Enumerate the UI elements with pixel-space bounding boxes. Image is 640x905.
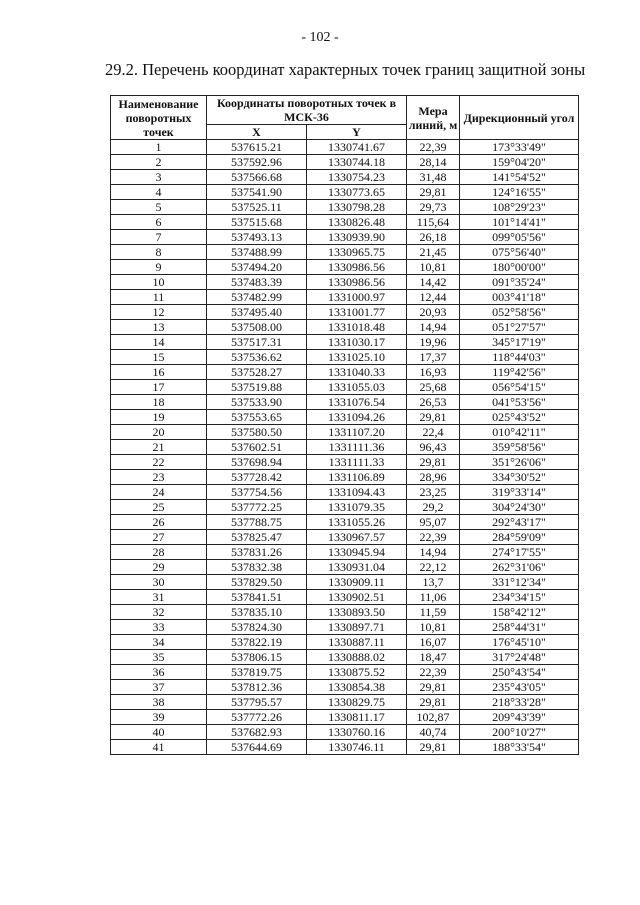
table-row <box>111 575 579 590</box>
cell-x: 537519.88 <box>207 380 307 395</box>
cell-point-number: 19 <box>111 410 207 425</box>
cell-y: 1330829.75 <box>307 695 407 710</box>
cell-point-number: 32 <box>111 605 207 620</box>
cell-direction-angle: 234°34'15" <box>460 590 579 605</box>
cell-line-measure: 22,4 <box>407 425 460 440</box>
cell-y: 1330744.18 <box>307 155 407 170</box>
cell-point-number: 10 <box>111 275 207 290</box>
cell-x: 537795.57 <box>207 695 307 710</box>
cell-direction-angle: 319°33'14" <box>460 485 579 500</box>
cell-x: 537592.96 <box>207 155 307 170</box>
cell-y: 1331055.03 <box>307 380 407 395</box>
cell-x: 537615.21 <box>207 140 307 155</box>
cell-direction-angle: 345°17'19" <box>460 335 579 350</box>
table-row <box>111 515 579 530</box>
table-row <box>111 440 579 455</box>
cell-direction-angle: 091°35'24" <box>460 275 579 290</box>
cell-y: 1331076.54 <box>307 395 407 410</box>
cell-direction-angle: 331°12'34" <box>460 575 579 590</box>
cell-y: 1330826.48 <box>307 215 407 230</box>
cell-line-measure: 11,59 <box>407 605 460 620</box>
cell-x: 537682.93 <box>207 725 307 740</box>
cell-line-measure: 29,2 <box>407 500 460 515</box>
cell-x: 537528.27 <box>207 365 307 380</box>
table-row <box>111 305 579 320</box>
cell-direction-angle: 359°58'56" <box>460 440 579 455</box>
cell-x: 537515.68 <box>207 215 307 230</box>
table-row <box>111 710 579 725</box>
cell-point-number: 30 <box>111 575 207 590</box>
cell-y: 1330773.65 <box>307 185 407 200</box>
table-row <box>111 635 579 650</box>
cell-point-number: 23 <box>111 470 207 485</box>
cell-line-measure: 16,07 <box>407 635 460 650</box>
cell-line-measure: 26,18 <box>407 230 460 245</box>
cell-point-number: 31 <box>111 590 207 605</box>
cell-line-measure: 21,45 <box>407 245 460 260</box>
cell-line-measure: 29,81 <box>407 740 460 755</box>
header-line-measure: Мера линий, м <box>407 96 460 140</box>
cell-y: 1331025.10 <box>307 350 407 365</box>
cell-y: 1330854.38 <box>307 680 407 695</box>
cell-direction-angle: 052°58'56" <box>460 305 579 320</box>
cell-direction-angle: 262°31'06" <box>460 560 579 575</box>
cell-y: 1331001.77 <box>307 305 407 320</box>
cell-point-number: 25 <box>111 500 207 515</box>
cell-point-number: 38 <box>111 695 207 710</box>
cell-point-number: 40 <box>111 725 207 740</box>
cell-line-measure: 29,81 <box>407 695 460 710</box>
cell-direction-angle: 010°42'11" <box>460 425 579 440</box>
cell-point-number: 13 <box>111 320 207 335</box>
cell-y: 1331094.43 <box>307 485 407 500</box>
table-row <box>111 590 579 605</box>
cell-point-number: 4 <box>111 185 207 200</box>
cell-y: 1330931.04 <box>307 560 407 575</box>
cell-point-number: 5 <box>111 200 207 215</box>
cell-y: 1330811.17 <box>307 710 407 725</box>
cell-direction-angle: 101°14'41" <box>460 215 579 230</box>
cell-direction-angle: 188°33'54" <box>460 740 579 755</box>
cell-line-measure: 29,81 <box>407 455 460 470</box>
cell-x: 537824.30 <box>207 620 307 635</box>
cell-point-number: 9 <box>111 260 207 275</box>
cell-line-measure: 11,06 <box>407 590 460 605</box>
cell-point-number: 34 <box>111 635 207 650</box>
cell-x: 537841.51 <box>207 590 307 605</box>
header-x: X <box>207 125 307 140</box>
cell-y: 1330965.75 <box>307 245 407 260</box>
table-row <box>111 155 579 170</box>
cell-y: 1330945.94 <box>307 545 407 560</box>
cell-x: 537508.00 <box>207 320 307 335</box>
cell-point-number: 33 <box>111 620 207 635</box>
cell-direction-angle: 334°30'52" <box>460 470 579 485</box>
table-row <box>111 560 579 575</box>
cell-x: 537553.65 <box>207 410 307 425</box>
cell-y: 1331040.33 <box>307 365 407 380</box>
cell-line-measure: 95,07 <box>407 515 460 530</box>
cell-line-measure: 14,94 <box>407 545 460 560</box>
cell-y: 1330902.51 <box>307 590 407 605</box>
cell-line-measure: 12,44 <box>407 290 460 305</box>
cell-y: 1331094.26 <box>307 410 407 425</box>
cell-x: 537533.90 <box>207 395 307 410</box>
cell-x: 537698.94 <box>207 455 307 470</box>
cell-y: 1331055.26 <box>307 515 407 530</box>
cell-x: 537832.38 <box>207 560 307 575</box>
cell-x: 537602.51 <box>207 440 307 455</box>
table-row <box>111 320 579 335</box>
table-row <box>111 500 579 515</box>
cell-x: 537488.99 <box>207 245 307 260</box>
table-row <box>111 665 579 680</box>
table-row <box>111 620 579 635</box>
cell-x: 537822.19 <box>207 635 307 650</box>
cell-direction-angle: 108°29'23" <box>460 200 579 215</box>
cell-line-measure: 96,43 <box>407 440 460 455</box>
table-row <box>111 185 579 200</box>
cell-point-number: 6 <box>111 215 207 230</box>
cell-line-measure: 22,39 <box>407 530 460 545</box>
cell-line-measure: 102,87 <box>407 710 460 725</box>
cell-y: 1330897.71 <box>307 620 407 635</box>
cell-x: 537483.39 <box>207 275 307 290</box>
cell-point-number: 41 <box>111 740 207 755</box>
cell-direction-angle: 317°24'48" <box>460 650 579 665</box>
cell-x: 537829.50 <box>207 575 307 590</box>
cell-line-measure: 18,47 <box>407 650 460 665</box>
cell-x: 537819.75 <box>207 665 307 680</box>
cell-line-measure: 22,12 <box>407 560 460 575</box>
cell-point-number: 37 <box>111 680 207 695</box>
cell-y: 1331030.17 <box>307 335 407 350</box>
cell-x: 537772.26 <box>207 710 307 725</box>
cell-y: 1330754.23 <box>307 170 407 185</box>
cell-line-measure: 29,81 <box>407 185 460 200</box>
cell-line-measure: 29,73 <box>407 200 460 215</box>
cell-y: 1331000.97 <box>307 290 407 305</box>
table-row <box>111 335 579 350</box>
cell-line-measure: 23,25 <box>407 485 460 500</box>
table-row <box>111 290 579 305</box>
cell-point-number: 29 <box>111 560 207 575</box>
cell-direction-angle: 118°44'03" <box>460 350 579 365</box>
table-row <box>111 485 579 500</box>
cell-point-number: 35 <box>111 650 207 665</box>
cell-direction-angle: 200°10'27" <box>460 725 579 740</box>
header-coordinates: Координаты поворотных точек в МСК-36 <box>207 96 407 125</box>
cell-y: 1330875.52 <box>307 665 407 680</box>
cell-direction-angle: 075°56'40" <box>460 245 579 260</box>
cell-x: 537772.25 <box>207 500 307 515</box>
cell-point-number: 39 <box>111 710 207 725</box>
document-title: 29.2. Перечень координат характерных точек границ защитной зоны <box>105 60 586 79</box>
cell-direction-angle: 351°26'06" <box>460 455 579 470</box>
table-row <box>111 350 579 365</box>
cell-line-measure: 17,37 <box>407 350 460 365</box>
cell-line-measure: 14,94 <box>407 320 460 335</box>
cell-y: 1330909.11 <box>307 575 407 590</box>
cell-x: 537728.42 <box>207 470 307 485</box>
cell-x: 537525.11 <box>207 200 307 215</box>
cell-line-measure: 16,93 <box>407 365 460 380</box>
cell-x: 537825.47 <box>207 530 307 545</box>
cell-point-number: 18 <box>111 395 207 410</box>
cell-y: 1331106.89 <box>307 470 407 485</box>
cell-x: 537495.40 <box>207 305 307 320</box>
cell-x: 537517.31 <box>207 335 307 350</box>
cell-direction-angle: 292°43'17" <box>460 515 579 530</box>
table-row <box>111 695 579 710</box>
cell-y: 1331107.20 <box>307 425 407 440</box>
table-row <box>111 470 579 485</box>
cell-direction-angle: 304°24'30" <box>460 500 579 515</box>
cell-x: 537494.20 <box>207 260 307 275</box>
cell-x: 537493.13 <box>207 230 307 245</box>
cell-direction-angle: 056°54'15" <box>460 380 579 395</box>
cell-y: 1330893.50 <box>307 605 407 620</box>
table-row <box>111 365 579 380</box>
cell-line-measure: 26,53 <box>407 395 460 410</box>
cell-point-number: 7 <box>111 230 207 245</box>
table-row <box>111 410 579 425</box>
cell-x: 537644.69 <box>207 740 307 755</box>
table-row <box>111 545 579 560</box>
table-row <box>111 725 579 740</box>
cell-line-measure: 115,64 <box>407 215 460 230</box>
cell-line-measure: 28,96 <box>407 470 460 485</box>
cell-line-measure: 25,68 <box>407 380 460 395</box>
cell-direction-angle: 141°54'52" <box>460 170 579 185</box>
table-body <box>111 140 579 755</box>
cell-point-number: 28 <box>111 545 207 560</box>
table-row <box>111 380 579 395</box>
table-row <box>111 245 579 260</box>
cell-direction-angle: 180°00'00" <box>460 260 579 275</box>
cell-y: 1331079.35 <box>307 500 407 515</box>
cell-direction-angle: 176°45'10" <box>460 635 579 650</box>
cell-point-number: 3 <box>111 170 207 185</box>
cell-y: 1330939.90 <box>307 230 407 245</box>
cell-x: 537788.75 <box>207 515 307 530</box>
table-row <box>111 200 579 215</box>
cell-direction-angle: 159°04'20" <box>460 155 579 170</box>
cell-direction-angle: 284°59'09" <box>460 530 579 545</box>
cell-y: 1331111.33 <box>307 455 407 470</box>
cell-point-number: 15 <box>111 350 207 365</box>
cell-y: 1331111.36 <box>307 440 407 455</box>
page-number: - 102 - <box>301 30 339 45</box>
cell-line-measure: 22,39 <box>407 140 460 155</box>
cell-point-number: 11 <box>111 290 207 305</box>
table-row <box>111 530 579 545</box>
cell-direction-angle: 173°33'49" <box>460 140 579 155</box>
header-y: Y <box>307 125 407 140</box>
cell-direction-angle: 218°33'28" <box>460 695 579 710</box>
cell-line-measure: 13,7 <box>407 575 460 590</box>
cell-direction-angle: 124°16'55" <box>460 185 579 200</box>
header-direction-angle: Дирекционный угол <box>460 96 579 140</box>
cell-y: 1331018.48 <box>307 320 407 335</box>
cell-x: 537754.56 <box>207 485 307 500</box>
cell-x: 537835.10 <box>207 605 307 620</box>
cell-x: 537541.90 <box>207 185 307 200</box>
cell-direction-angle: 250°43'54" <box>460 665 579 680</box>
table-row <box>111 260 579 275</box>
cell-point-number: 16 <box>111 365 207 380</box>
table-row <box>111 680 579 695</box>
coordinates-table <box>110 95 579 755</box>
cell-y: 1330798.28 <box>307 200 407 215</box>
cell-line-measure: 10,81 <box>407 620 460 635</box>
cell-direction-angle: 099°05'56" <box>460 230 579 245</box>
header-point-name: Наименование поворотных точек <box>111 96 207 140</box>
cell-line-measure: 19,96 <box>407 335 460 350</box>
cell-x: 537566.68 <box>207 170 307 185</box>
cell-direction-angle: 051°27'57" <box>460 320 579 335</box>
cell-line-measure: 22,39 <box>407 665 460 680</box>
cell-y: 1330746.11 <box>307 740 407 755</box>
cell-line-measure: 40,74 <box>407 725 460 740</box>
cell-y: 1330760.16 <box>307 725 407 740</box>
cell-line-measure: 14,42 <box>407 275 460 290</box>
cell-y: 1330986.56 <box>307 275 407 290</box>
cell-direction-angle: 119°42'56" <box>460 365 579 380</box>
cell-point-number: 27 <box>111 530 207 545</box>
cell-point-number: 17 <box>111 380 207 395</box>
cell-x: 537580.50 <box>207 425 307 440</box>
cell-x: 537812.36 <box>207 680 307 695</box>
cell-point-number: 21 <box>111 440 207 455</box>
cell-point-number: 8 <box>111 245 207 260</box>
cell-direction-angle: 235°43'05" <box>460 680 579 695</box>
cell-y: 1330888.02 <box>307 650 407 665</box>
cell-x: 537482.99 <box>207 290 307 305</box>
table-row <box>111 230 579 245</box>
cell-line-measure: 28,14 <box>407 155 460 170</box>
cell-line-measure: 29,81 <box>407 680 460 695</box>
cell-line-measure: 31,48 <box>407 170 460 185</box>
cell-direction-angle: 258°44'31" <box>460 620 579 635</box>
cell-y: 1330741.67 <box>307 140 407 155</box>
cell-line-measure: 10,81 <box>407 260 460 275</box>
cell-y: 1330967.57 <box>307 530 407 545</box>
cell-x: 537831.26 <box>207 545 307 560</box>
table-row <box>111 395 579 410</box>
cell-point-number: 12 <box>111 305 207 320</box>
cell-direction-angle: 041°53'56" <box>460 395 579 410</box>
cell-point-number: 14 <box>111 335 207 350</box>
table-row <box>111 605 579 620</box>
cell-direction-angle: 025°43'52" <box>460 410 579 425</box>
cell-point-number: 22 <box>111 455 207 470</box>
cell-point-number: 24 <box>111 485 207 500</box>
table-row <box>111 140 579 155</box>
cell-direction-angle: 003°41'18" <box>460 290 579 305</box>
cell-direction-angle: 209°43'39" <box>460 710 579 725</box>
cell-direction-angle: 158°42'12" <box>460 605 579 620</box>
cell-y: 1330887.11 <box>307 635 407 650</box>
cell-point-number: 2 <box>111 155 207 170</box>
cell-x: 537536.62 <box>207 350 307 365</box>
table-row <box>111 170 579 185</box>
table-row <box>111 425 579 440</box>
cell-x: 537806.15 <box>207 650 307 665</box>
cell-line-measure: 20,93 <box>407 305 460 320</box>
table-row <box>111 740 579 755</box>
table-row <box>111 275 579 290</box>
table-row <box>111 650 579 665</box>
table-row <box>111 215 579 230</box>
cell-point-number: 26 <box>111 515 207 530</box>
table-row <box>111 455 579 470</box>
cell-direction-angle: 274°17'55" <box>460 545 579 560</box>
cell-y: 1330986.56 <box>307 260 407 275</box>
cell-point-number: 1 <box>111 140 207 155</box>
cell-line-measure: 29,81 <box>407 410 460 425</box>
cell-point-number: 36 <box>111 665 207 680</box>
cell-point-number: 20 <box>111 425 207 440</box>
